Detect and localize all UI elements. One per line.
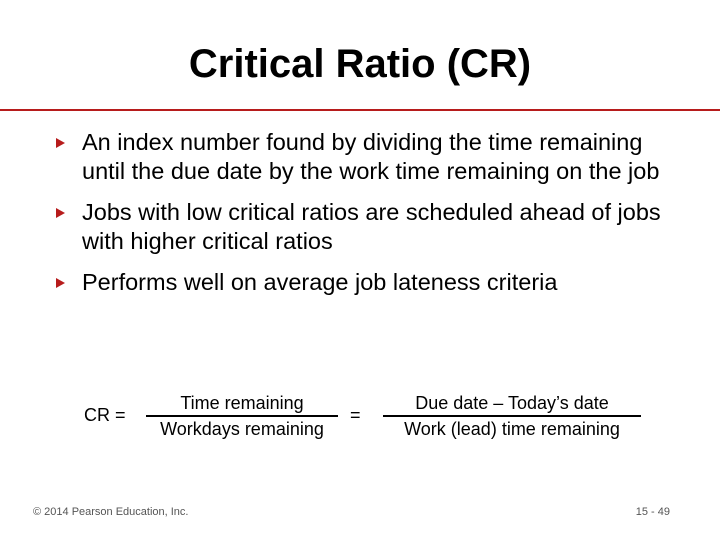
page-number: 15 - 49 — [635, 506, 670, 518]
title-divider — [0, 109, 720, 111]
bullet-list — [52, 128, 692, 297]
fraction-due-date-over-work-time — [383, 392, 641, 440]
fraction-numerator: Time remaining — [180, 393, 304, 413]
fraction-bar — [383, 415, 641, 417]
critical-ratio-formula — [0, 392, 720, 448]
bullet-item — [52, 198, 692, 256]
fraction-time-over-workdays — [146, 392, 338, 440]
equals-sign: = — [350, 405, 361, 425]
bullet-arrow-icon — [56, 138, 65, 148]
bullet-arrow-icon — [56, 278, 65, 288]
slide-title: Critical Ratio (CR) — [188, 42, 532, 86]
formula-lhs: CR = — [84, 405, 126, 425]
bullet-arrow-icon — [56, 208, 65, 218]
fraction-denominator: Work (lead) time remaining — [404, 419, 620, 439]
bullet-text: An index number found by dividing the time remaining until the due date by the work time remaining on the job — [82, 129, 660, 184]
copyright-notice: © 2014 Pearson Education, Inc. — [33, 506, 189, 518]
fraction-numerator: Due date – Today’s date — [415, 393, 609, 413]
fraction-denominator: Workdays remaining — [160, 419, 324, 439]
bullet-item — [52, 268, 692, 297]
bullet-item — [52, 128, 692, 186]
bullet-text: Jobs with low critical ratios are scheduled ahead of jobs with higher critical ratios — [82, 199, 661, 254]
bullet-text: Performs well on average job lateness criteria — [82, 269, 558, 295]
fraction-bar — [146, 415, 338, 417]
